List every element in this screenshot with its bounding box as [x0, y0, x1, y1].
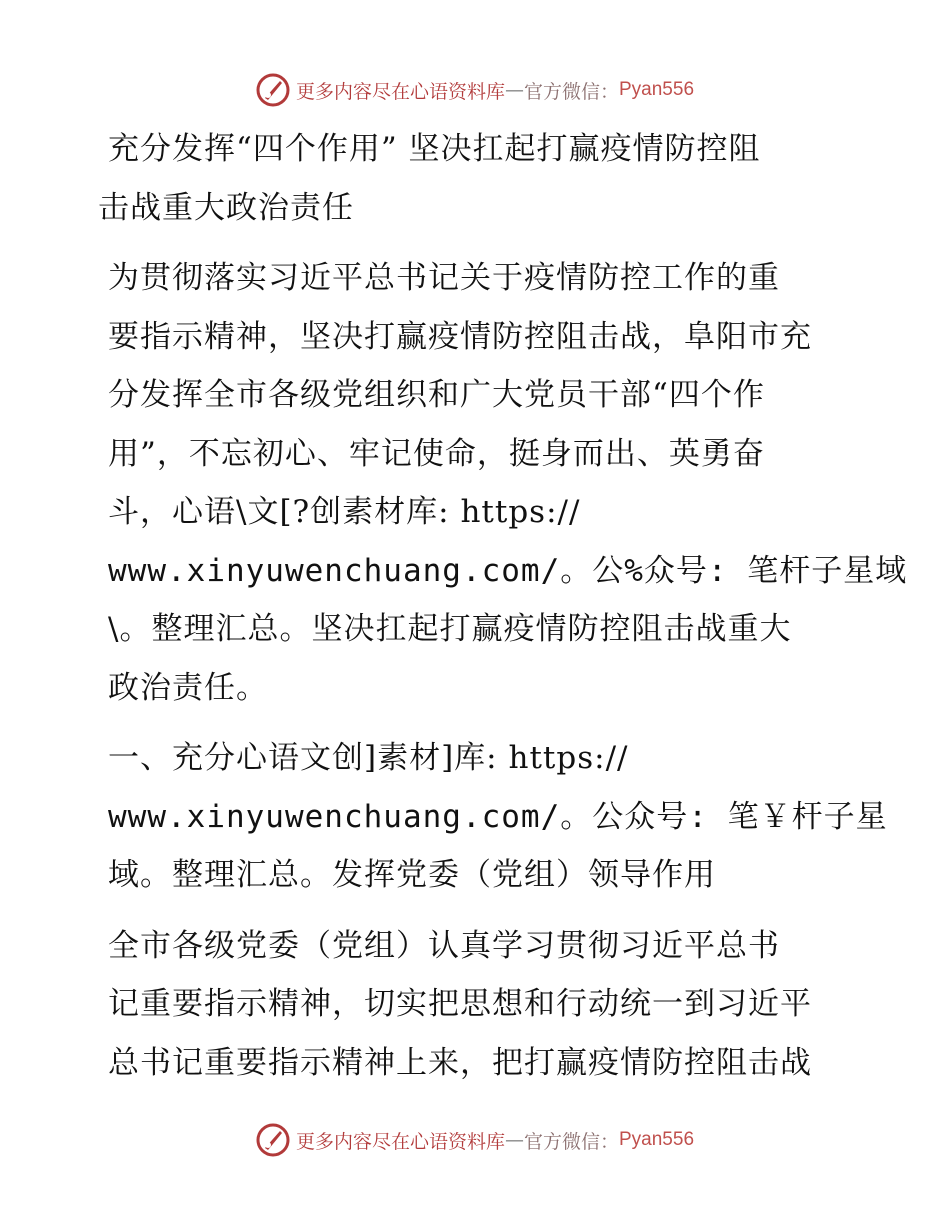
banner-wechat-id: Pyan556 [619, 1129, 695, 1150]
text-line: 总书记重要指示精神上来，把打赢疫情防控阻击战 [108, 1044, 812, 1081]
text-line: www.xinyuwenchuang.com/。公众号: 笔￥杆子星 [108, 798, 888, 835]
banner-wechat-id: Pyan556 [619, 79, 695, 100]
text-line: 用”，不忘初心、牢记使命，挺身而出、英勇奋 [108, 435, 765, 472]
text-line: 分发挥全市各级党组织和广大党员干部“四个作 [108, 377, 765, 413]
title-line: 充分发挥“四个作用” 坚决扛起打赢疫情防控阻 [108, 131, 761, 167]
paragraph-1 [98, 249, 908, 717]
text-line: 域。整理汇总。发挥党委（党组）领导作用 [108, 857, 716, 893]
paragraph-2 [98, 729, 888, 905]
header-watermark-banner [0, 70, 950, 110]
banner-text: 更多内容尽在心语资料库 [295, 80, 505, 103]
banner-separator: — [504, 1129, 524, 1151]
title-line: 击战重大政治责任 [98, 189, 354, 226]
banner-text: 更多内容尽在心语资料库 [295, 1130, 505, 1153]
text-line: 记重要指示精神，切实把思想和行动统一到习近平 [108, 986, 812, 1022]
document-title [98, 120, 858, 237]
text-line: 斗，心语\文[?创素材库: https:// [108, 494, 581, 530]
document-body [98, 120, 908, 1092]
text-line: 政治责任。 [108, 669, 268, 706]
text-line: 为贯彻落实习近平总书记关于疫情防控工作的重 [108, 260, 780, 296]
text-line: 要指示精神，坚决打赢疫情防控阻击战，阜阳市充 [108, 318, 812, 355]
banner-wechat-label: 官方微信： [523, 1130, 619, 1153]
text-line: 全市各级党委（党组）认真学习贯彻习近平总书 [108, 927, 780, 964]
quill-logo-icon [256, 73, 290, 107]
text-line: 一、充分心语文创]素材]库: https:// [108, 740, 629, 776]
banner-wechat-label: 官方微信： [523, 80, 619, 103]
quill-logo-icon [256, 1123, 290, 1157]
text-line: \。整理汇总。坚决扛起打赢疫情防控阻击战重大 [108, 611, 792, 647]
text-line: www.xinyuwenchuang.com/。公%众号: 笔杆子星域 [108, 552, 908, 589]
banner-separator: — [504, 79, 524, 101]
footer-watermark-banner [0, 1120, 950, 1160]
paragraph-3 [98, 917, 858, 1093]
